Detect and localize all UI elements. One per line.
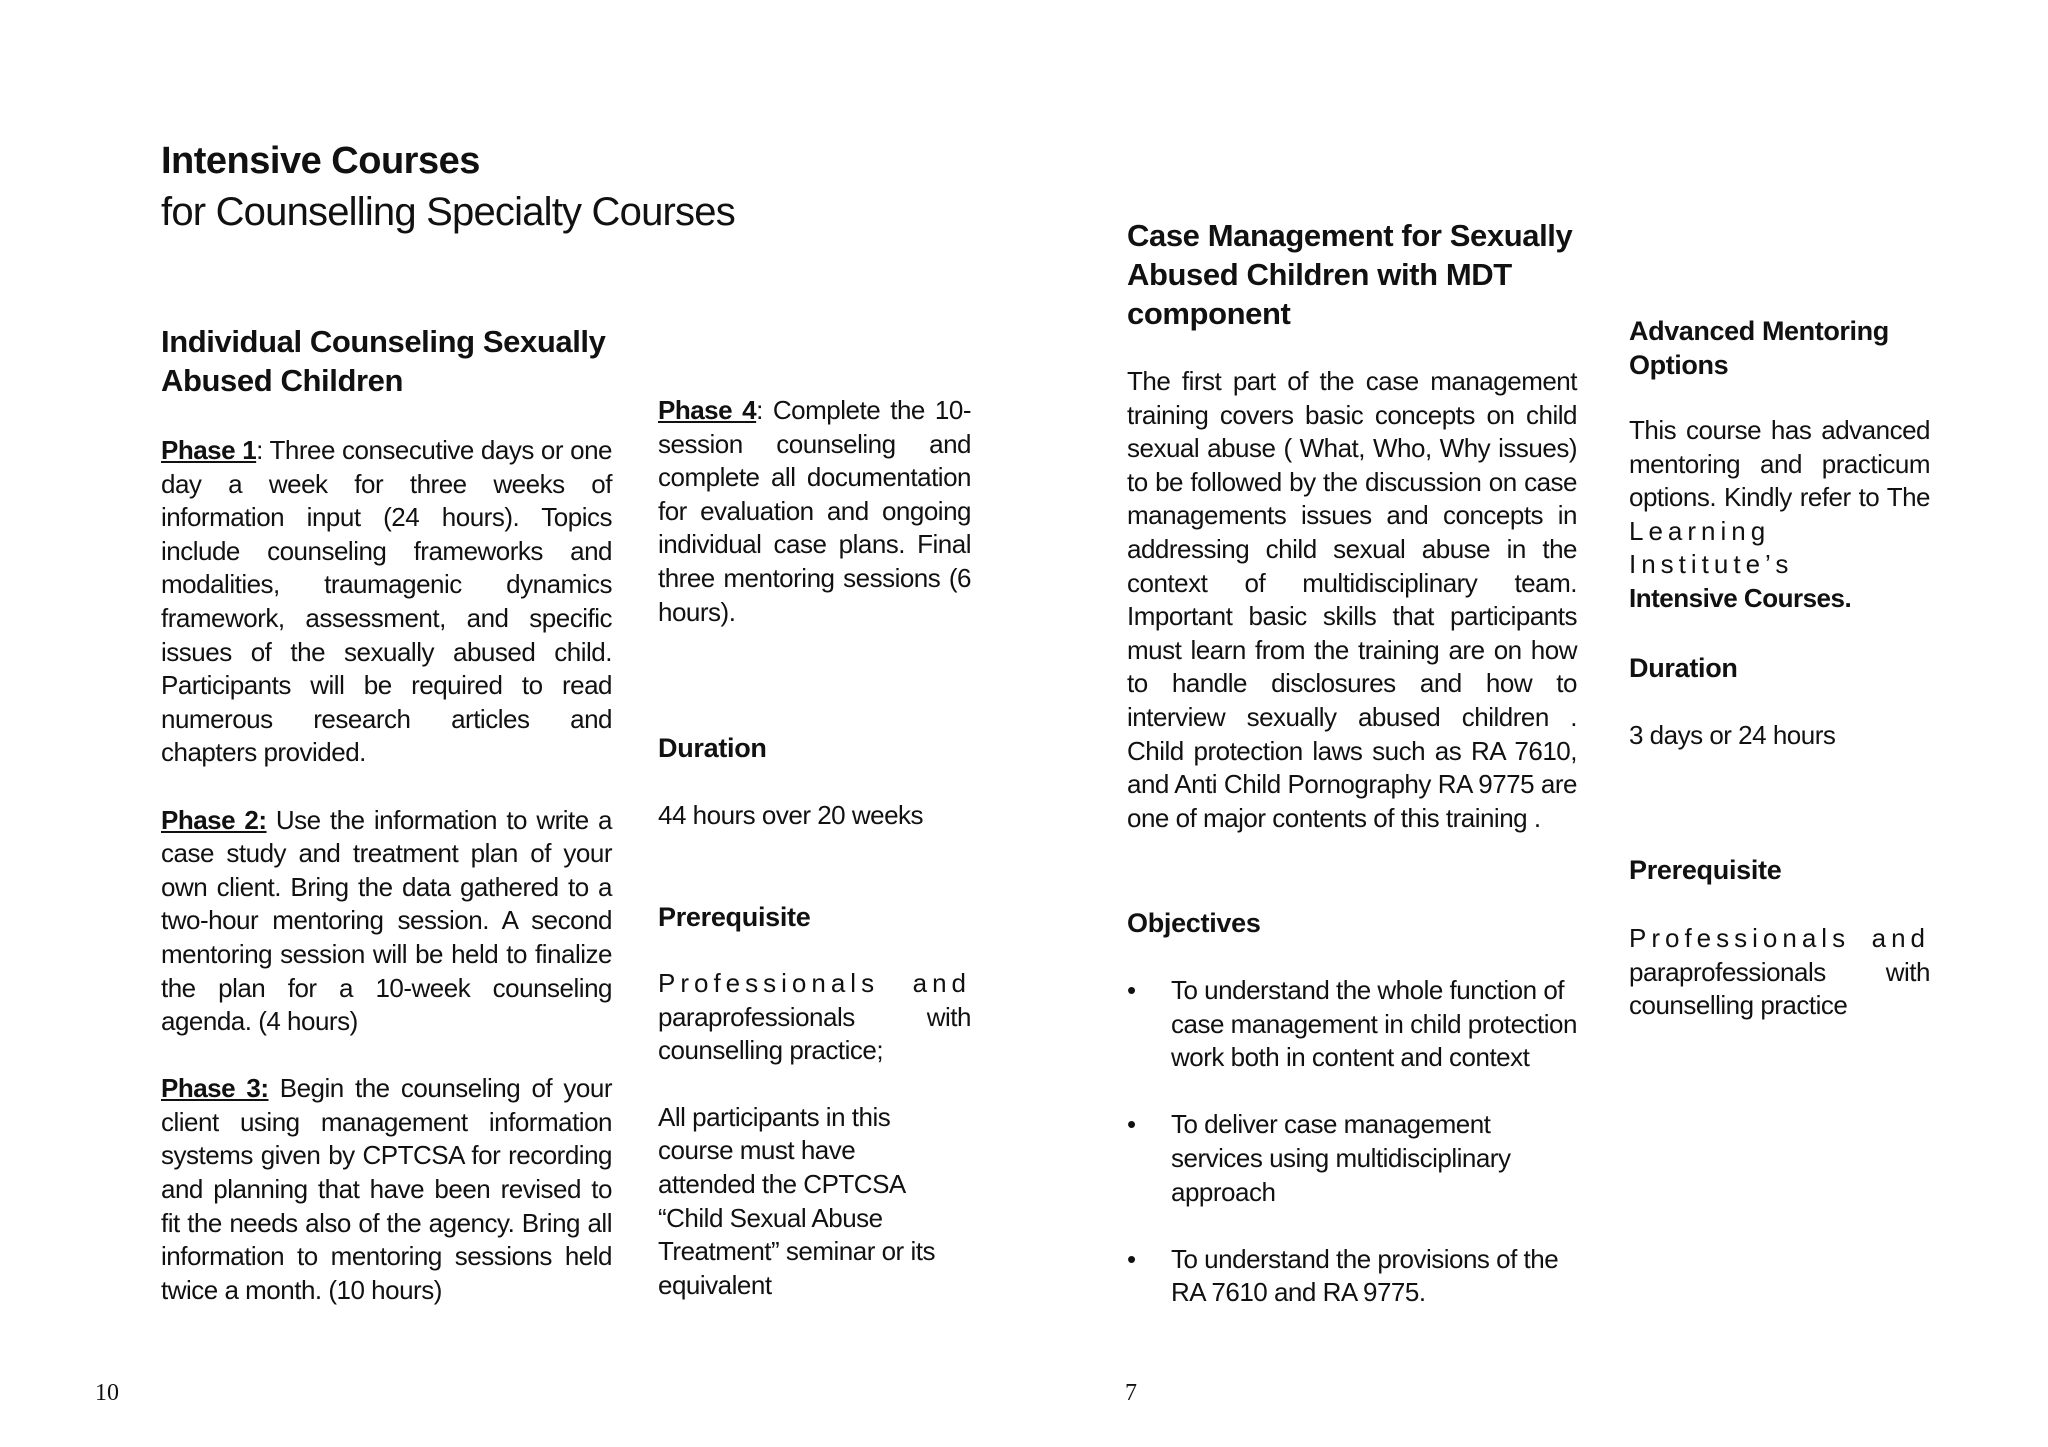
phase1-text: : Three consecutive days or one day a week for three weeks of information input (24 hours). Topics include counseling frameworks and modalities, traumagenic dynamics framework, assessment, and specific issues of the sexually abused child. Participants will be required to read numerous research articles and chapters provided. — [161, 435, 612, 768]
duration-text: 44 hours over 20 weeks — [658, 800, 924, 830]
objective-text: To deliver case management services using multidisciplinary approach — [1171, 1109, 1511, 1207]
prerequisite-block — [658, 967, 971, 1302]
title-line: Abused Children with MDT — [1127, 257, 1512, 292]
advanced-body-spaced: Learning Institute’s — [1629, 515, 1794, 580]
phase3-text: Begin the counseling of your client using management information systems given by CPTCSA for recording and planning that have been revised to fit the needs also of the agency. Bring all information to mentoring sessions held twice a month. (10 hours) — [161, 1073, 612, 1305]
phase4-column — [658, 394, 971, 629]
advanced-prerequisite-text — [1629, 922, 1930, 1023]
objective-text: To understand the whole function of case management in child protection work both in content and context — [1171, 975, 1577, 1073]
prerequisite-label: Prerequisite — [658, 902, 811, 932]
advanced-duration-label: Duration — [1629, 653, 1738, 683]
advanced-prerequisite-label: Prerequisite — [1629, 855, 1782, 885]
page-number-right: 7 — [1125, 1380, 1137, 1406]
objective-item — [1127, 1243, 1577, 1310]
advanced-mentoring-body — [1629, 414, 1930, 616]
phase1-paragraph — [161, 434, 612, 770]
title-line: component — [1127, 296, 1291, 331]
title-line: Individual Counseling Sexually — [161, 324, 606, 359]
title-line: Abused Children — [161, 363, 404, 398]
title-line: Case Management for Sexually — [1127, 218, 1573, 253]
title-line: Options — [1629, 350, 1729, 380]
prerequisite-note: All participants in this course must have attended the CPTCSA “Child Sexual Abuse Treatment” seminar or its equivalent — [658, 1101, 935, 1300]
individual-counseling-section — [161, 322, 612, 1307]
advanced-body-bold: Intensive Courses. — [1629, 582, 1852, 613]
objectives-list — [1127, 974, 1577, 1310]
phase3-label: Phase 3: — [161, 1073, 269, 1104]
objective-item — [1127, 1108, 1577, 1209]
prerequisite-rest: paraprofessionals with counselling practice; — [658, 1001, 971, 1066]
phase4-text: : Complete the 10-session counseling and complete all documentation for evaluation and ongoing individual case plans. Final three mentoring sessions (6 hours). — [658, 395, 971, 627]
phase2-text: Use the information to write a case study and treatment plan of your own client. Bring the data gathered to a two-hour mentoring session. A second mentoring session will be held to finalize the plan for a 10-week counseling agenda. (4 hours) — [161, 804, 612, 1037]
duration-label: Duration — [658, 733, 767, 763]
page-number-left: 10 — [95, 1380, 119, 1406]
title-line: Advanced Mentoring — [1629, 316, 1889, 346]
prerequisite-text — [658, 967, 971, 1068]
advanced-mentoring-section — [1629, 314, 1930, 616]
objective-item — [1127, 974, 1577, 1075]
bullet-icon: • — [1127, 1243, 1136, 1274]
advanced-body-plain: This course has advanced mentoring and practicum options. Kindly refer to The — [1629, 415, 1930, 513]
phase2-paragraph — [161, 804, 612, 1039]
phase4-label: Phase 4 — [658, 395, 757, 425]
page-subtitle: for Counselling Specialty Courses — [161, 190, 735, 234]
advanced-prerequisite-rest: paraprofessionals with counselling practice — [1629, 956, 1930, 1021]
page-title: Intensive Courses — [161, 140, 480, 182]
advanced-duration-text: 3 days or 24 hours — [1629, 720, 1836, 750]
individual-counseling-title — [161, 322, 612, 400]
case-management-title — [1127, 216, 1577, 333]
case-management-section — [1127, 216, 1577, 835]
advanced-mentoring-title — [1629, 314, 1930, 382]
bullet-icon: • — [1127, 1109, 1136, 1140]
advanced-prerequisite-spaced: Professionals and — [1629, 923, 1930, 953]
objective-text: To understand the provisions of the RA 7610 and RA 9775. — [1171, 1243, 1559, 1308]
phases-text — [161, 434, 612, 1307]
case-management-body: The first part of the case management training covers basic concepts on child sexual abuse ( What, Who, Why issues) to be followed by the discussion on case managements issues and concepts in addressing child sexual abuse in the context of multidisciplinary team. Important basic skills that participants must learn from the training are on how to handle disclosures and how to interview sexually abused children . Child protection laws such as RA 7610, and Anti Child Pornography RA 9775 are one of major contents of this training . — [1127, 366, 1577, 833]
phase3-paragraph — [161, 1072, 612, 1307]
bullet-icon: • — [1127, 975, 1136, 1005]
phase1-label: Phase 1 — [161, 435, 257, 465]
prerequisite-spaced: Professionals and — [658, 968, 971, 998]
phase2-label: Phase 2: — [161, 804, 267, 835]
objectives-label: Objectives — [1127, 908, 1261, 938]
phase4-paragraph — [658, 394, 971, 629]
